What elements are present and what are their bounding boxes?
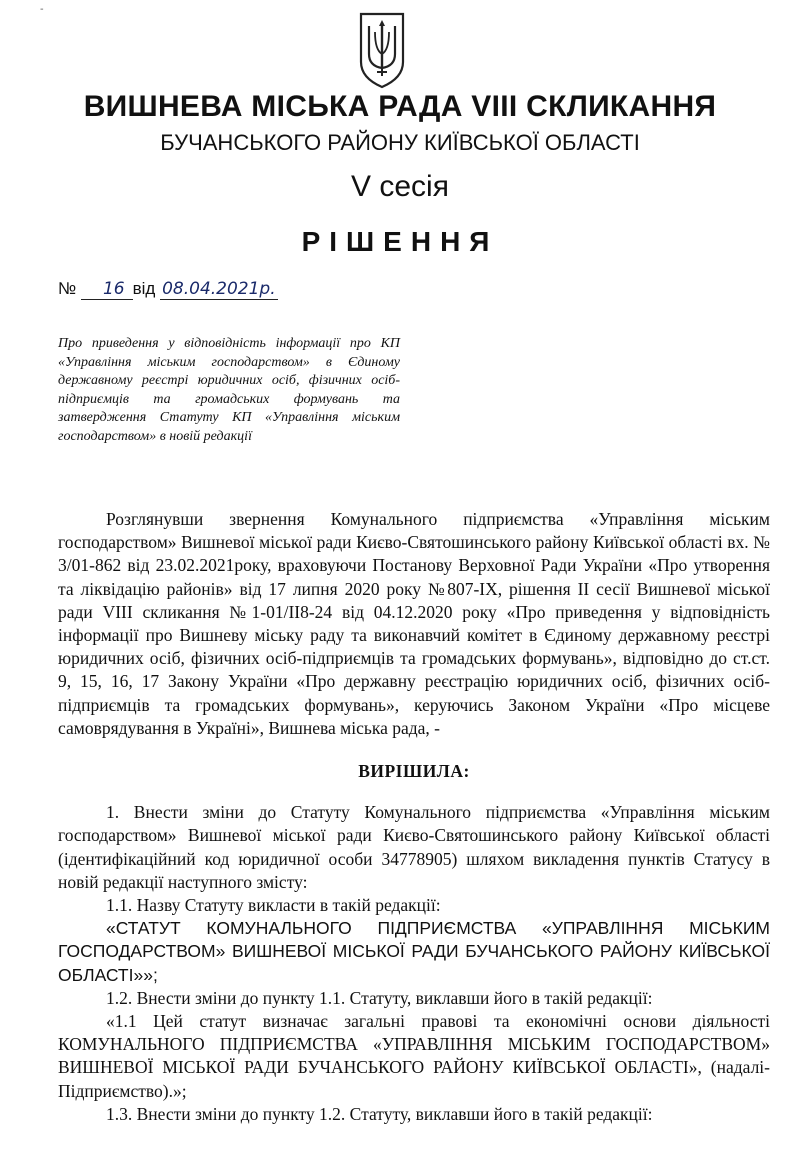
decision-topic: Про приведення у відповідність інформації про КП «Управління міським господарством» в Єдиному державному реєстрі юридичних осіб, фізичних осіб-підприємців та громадських формувань та затвердження Статуту КП «Управління міським господарством» в новій редакції bbox=[58, 336, 400, 444]
decision-number: 16 bbox=[81, 279, 133, 300]
session-title: V сесія bbox=[351, 170, 449, 203]
council-title: ВИШНЕВА МІСЬКА РАДА VIII СКЛИКАННЯ bbox=[83, 90, 717, 123]
paragraph-1-1: 1.1. Назву Статуту викласти в такій редакції: bbox=[106, 895, 441, 916]
trident-emblem-icon bbox=[357, 10, 407, 90]
paragraph-1: 1. Внести зміни до Статуту Комунального підприємства «Управління міським господарством» Вишневої міської ради Києво-Святошинського району Київської області (ідентифікаційний код юридичної особи 34778905) шляхом викладення пунктів Статусу в новій редакції наступного змісту: bbox=[58, 802, 770, 892]
decided-heading: ВИРІШИЛА: bbox=[358, 761, 470, 782]
number-prefix: № bbox=[58, 279, 77, 298]
document-type-title: РІШЕННЯ bbox=[301, 226, 499, 257]
paragraph-1-2-text: «1.1 Цей статут визначає загальні правові та економічні основи діяльності КОМУНАЛЬНОГО ПІДПРИЄМСТВА «УПРАВЛІННЯ МІСЬКИМ ГОСПОДАРСТВОМ» ВИШНЕВОЇ МІСЬКОЇ РАДИ БУЧАНСЬКОГО РАЙОНУ КИЇВСЬКОЇ ОБЛАСТІ», (надалі- Підприємство).»; bbox=[58, 1011, 770, 1101]
decision-number-line bbox=[58, 279, 278, 299]
paragraph-1-2: 1.2. Внести зміни до пункту 1.1. Статуту, виклавши його в такій редакції: bbox=[106, 987, 653, 1008]
intro-paragraph: Розглянувши звернення Комунального підприємства «Управління міським господарством» Вишневої міської ради Києво-Святошинського району Київської області вх. № 3/01-862 від 23.02.2021року, враховуючи Постанову Верховної Ради України «Про утворення та ліквідацію районів» від 17 липня 2020 року №807-IX, рішення II сесії Вишневої міської ради VIII скликання №1-01/II8-24 від 04.12.2020 року «Про приведення у відповідність інформації про Вишневу міську раду та виконавчий комітет в Єдиному державному реєстрі юридичних осіб, фізичних осіб-підприємців та громадських формувань», відповідно до ст.ст. 9, 15, 16, 17 Закону України «Про державну реєстрацію юридичних осіб, фізичних осіб-підприємців та громадських формувань», керуючись Законом України «Про місцеве самоврядування в Україні», Вишнева міська рада, - bbox=[58, 509, 770, 738]
district-title: БУЧАНСЬКОГО РАЙОНУ КИЇВСЬКОЇ ОБЛАСТІ bbox=[160, 130, 640, 155]
paragraph-1-3: 1.3. Внести зміни до пункту 1.2. Статуту, виклавши його в такій редакції: bbox=[106, 1103, 653, 1124]
decision-body bbox=[58, 508, 770, 1126]
corner-mark: - bbox=[40, 4, 44, 15]
decision-date: 08.04.2021р. bbox=[162, 279, 276, 299]
date-prefix: від bbox=[132, 279, 156, 298]
paragraph-1-1-text: «СТАТУТ КОМУНАЛЬНОГО ПІДПРИЄМСТВА «УПРАВЛІННЯ МІСЬКИМ ГОСПОДАРСТВОМ» ВИШНЕВОЇ МІСЬКОЇ РАДИ БУЧАНСЬКОГО РАЙОНУ КИЇВСЬКОЇ ОБЛАСТІ»»; bbox=[58, 918, 770, 985]
